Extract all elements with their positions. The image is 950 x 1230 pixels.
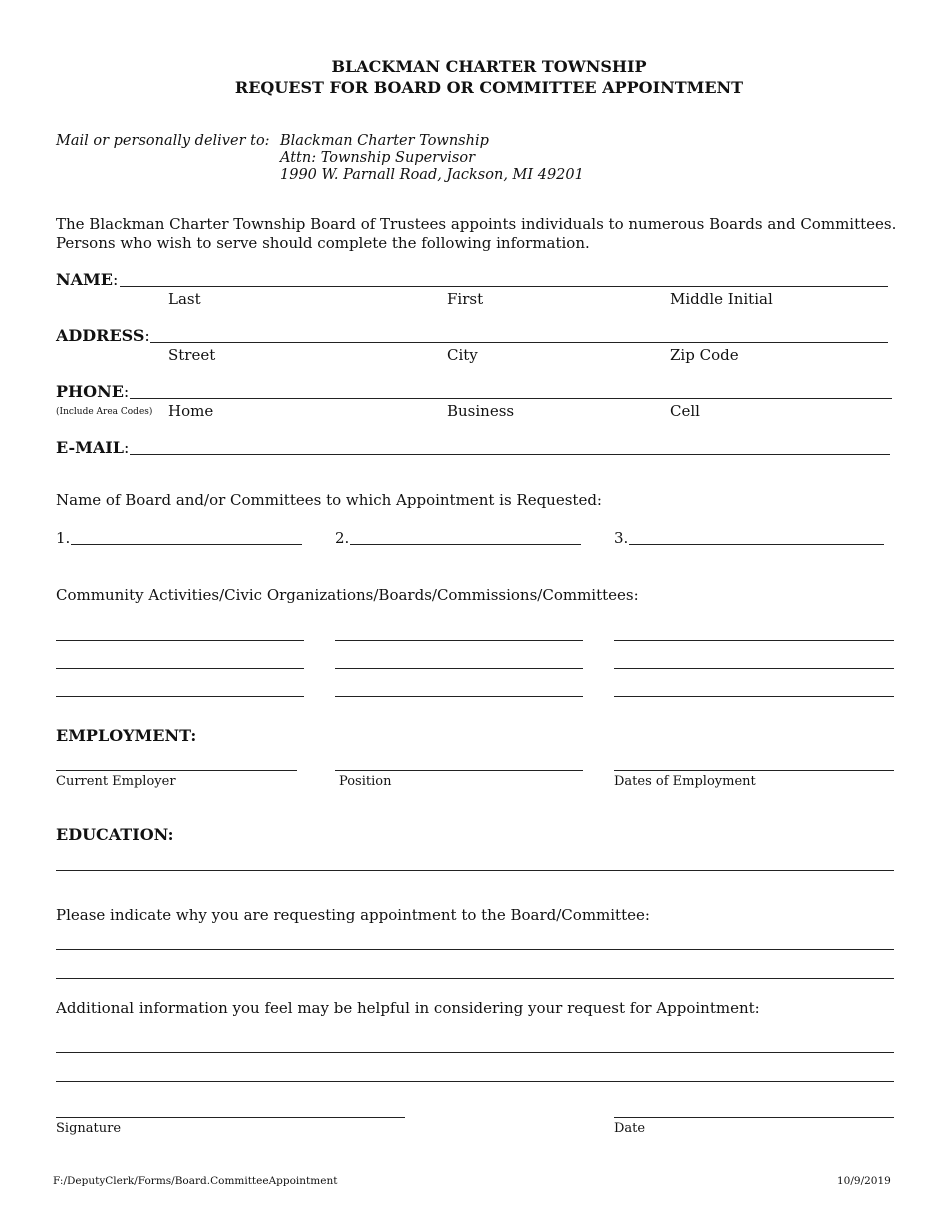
community-line[interactable]: [614, 640, 894, 641]
community-line[interactable]: [56, 668, 304, 669]
email-label: E-MAIL:: [56, 438, 130, 457]
mail-label: Mail or personally deliver to:: [56, 133, 270, 149]
boards-prompt: Name of Board and/or Committees to which Appointment is Requested:: [56, 491, 602, 509]
community-line[interactable]: [56, 640, 304, 641]
address-sub-city: City: [447, 346, 478, 364]
board-choice-2-line[interactable]: [350, 544, 581, 545]
mail-address-line-1: Blackman Charter Township: [280, 133, 489, 149]
phone-area-code-note: (Include Area Codes): [56, 407, 153, 417]
board-choice-3-line[interactable]: [629, 544, 884, 545]
education-line[interactable]: [56, 870, 894, 871]
date-label: Date: [614, 1121, 646, 1136]
community-line[interactable]: [614, 668, 894, 669]
employment-dates-sub-label: Dates of Employment: [614, 774, 756, 789]
date-line[interactable]: [614, 1117, 894, 1118]
form-title: BLACKMAN CHARTER TOWNSHIP: [331, 57, 647, 76]
footer-file-path: F:/DeputyClerk/Forms/Board.CommitteeAppointment: [53, 1175, 338, 1187]
address-input-line[interactable]: [150, 342, 888, 343]
footer-date: 10/9/2019: [837, 1175, 891, 1187]
phone-input-line[interactable]: [130, 398, 892, 399]
employment-dates-line[interactable]: [614, 770, 894, 771]
employer-line[interactable]: [56, 770, 297, 771]
community-line[interactable]: [56, 696, 304, 697]
email-input-line[interactable]: [130, 454, 890, 455]
employment-heading: EMPLOYMENT:: [56, 726, 197, 745]
reason-line[interactable]: [56, 949, 894, 950]
additional-prompt: Additional information you feel may be helpful in considering your request for Appointment:: [56, 999, 760, 1017]
additional-line[interactable]: [56, 1081, 894, 1082]
reason-line[interactable]: [56, 978, 894, 979]
address-label: ADDRESS:: [56, 326, 150, 345]
address-sub-street: Street: [168, 346, 216, 364]
intro-line-2: Persons who wish to serve should complete the following information.: [56, 234, 590, 252]
name-sub-first: First: [447, 290, 484, 308]
community-prompt: Community Activities/Civic Organizations/Boards/Commissions/Committees:: [56, 586, 639, 604]
intro-line-1: The Blackman Charter Township Board of Trustees appoints individuals to numerous Boards and Committees.: [56, 215, 897, 233]
board-number-2: 2.: [335, 529, 350, 547]
board-choice-1-line[interactable]: [71, 544, 302, 545]
board-number-3: 3.: [614, 529, 629, 547]
signature-line[interactable]: [56, 1117, 405, 1118]
mail-address-line-2: Attn: Township Supervisor: [280, 150, 476, 166]
form-subtitle: REQUEST FOR BOARD OR COMMITTEE APPOINTMENT: [234, 78, 744, 97]
employer-sub-label: Current Employer: [56, 774, 176, 789]
education-heading: EDUCATION:: [56, 825, 174, 844]
community-line[interactable]: [335, 640, 583, 641]
community-line[interactable]: [614, 696, 894, 697]
phone-label: PHONE:: [56, 382, 130, 401]
reason-prompt: Please indicate why you are requesting appointment to the Board/Committee:: [56, 906, 650, 924]
name-label: NAME:: [56, 270, 119, 289]
phone-sub-business: Business: [447, 402, 515, 420]
signature-label: Signature: [56, 1121, 122, 1136]
phone-sub-cell: Cell: [670, 402, 700, 420]
community-line[interactable]: [335, 668, 583, 669]
name-sub-last: Last: [168, 290, 201, 308]
mail-address-line-3: 1990 W. Parnall Road, Jackson, MI 49201: [280, 167, 584, 183]
name-input-line[interactable]: [120, 286, 888, 287]
community-line[interactable]: [335, 696, 583, 697]
address-sub-zip: Zip Code: [670, 346, 739, 364]
additional-line[interactable]: [56, 1052, 894, 1053]
phone-sub-home: Home: [168, 402, 214, 420]
name-sub-middle: Middle Initial: [670, 290, 773, 308]
position-line[interactable]: [335, 770, 583, 771]
position-sub-label: Position: [339, 774, 392, 789]
board-number-1: 1.: [56, 529, 71, 547]
